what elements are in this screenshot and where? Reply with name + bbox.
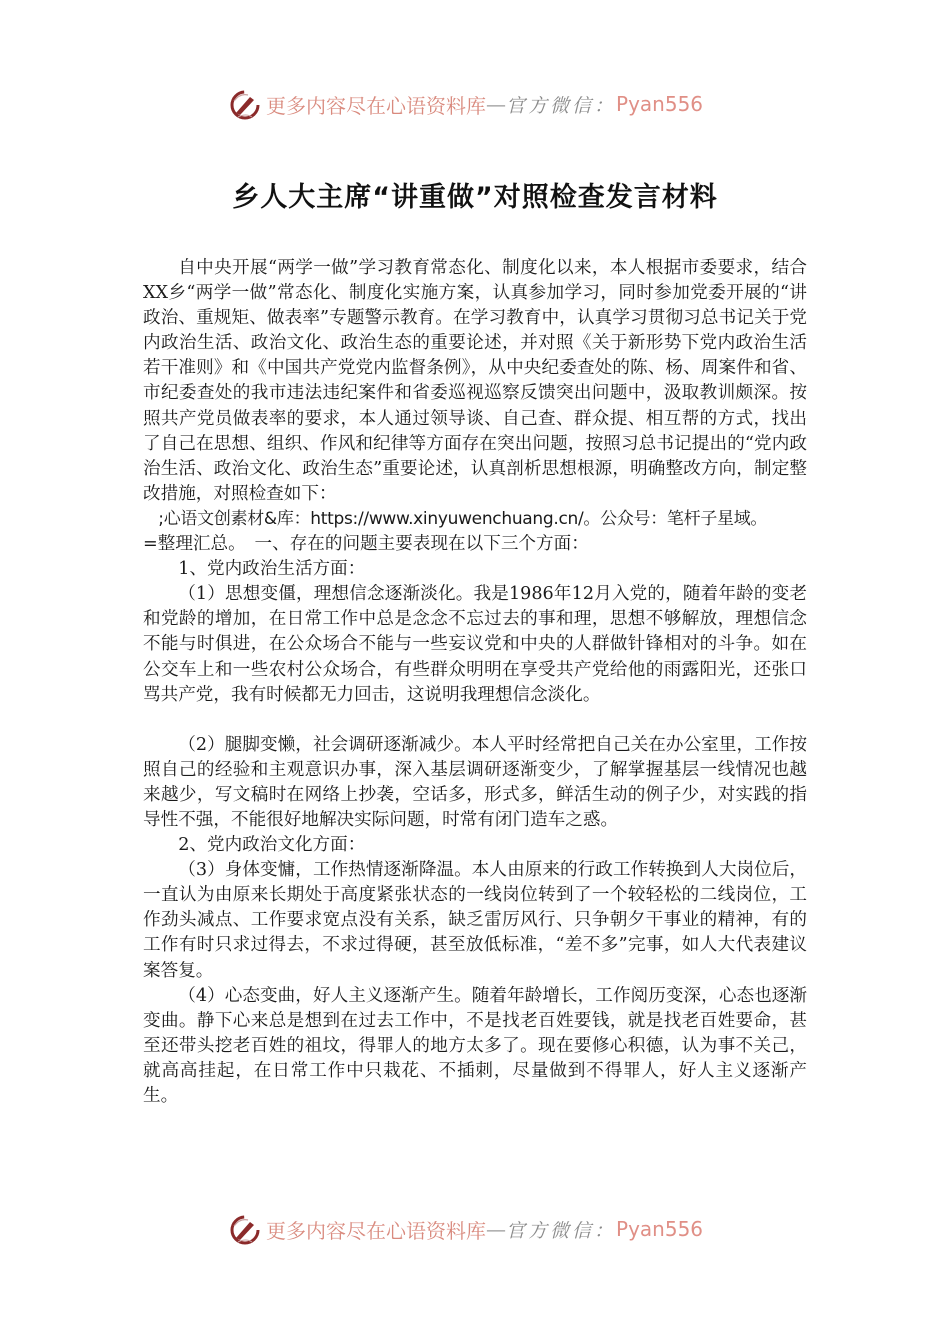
document-title: 乡人大主席“讲重做”对照检查发言材料 [232, 182, 718, 213]
footer-watermark-banner [228, 1212, 728, 1246]
section-heading-problems: =整理汇总。 一、存在的问题主要表现在以下三个方面： [143, 534, 589, 555]
header-watermark-banner [228, 87, 728, 121]
subsection-heading-political-life: 1、党内政治生活方面： [178, 559, 366, 580]
banner-main-text: 更多内容尽在心语资料库 [266, 1218, 486, 1243]
source-notice-line: ;心语文创素材&库：https://www.xinyuwenchuang.cn/。公众号：笔杆子星域。 [158, 508, 768, 529]
quill-pen-logo-icon [228, 87, 262, 121]
banner-wechat-label: 官方微信： [506, 1219, 617, 1242]
document-body [143, 256, 807, 1109]
banner-dash: — [486, 1217, 506, 1241]
banner-main-text: 更多内容尽在心语资料库 [266, 93, 486, 118]
item-paragraph-2: （2）腿脚变懒，社会调研逐渐减少。本人平时经常把自己关在办公室里，工作按照自己的经验和主观意识办事，深入基层调研逐渐变少，了解掌握基层一线情况也越来越少，写文稿时在网络上抄袭，空话多，形式多，鲜活生动的例子少，对实践的指导性不强，不能很好地解决实际问题，时常有闭门造车之惑。 [143, 734, 807, 830]
intro-paragraph: 自中央开展“两学一做”学习教育常态化、制度化以来，本人根据市委要求，结合XX乡“两学一做”常态化、制度化实施方案，认真参加学习，同时参加党委开展的“讲政治、重规矩、做表率”专题警示教育。在学习教育中，认真学习贯彻习总书记关于党内政治生活、政治文化、政治生态的重要论述，并对照《关于新形势下党内政治生活若干准则》和《中国共产党党内监督条例》，从中央纪委查处的陈、杨、周案件和省、市纪委查处的我市违法违纪案件和省委巡视巡察反馈突出问题中，汲取教训颇深。按照共产党员做表率的要求，本人通过领导谈、自己查、群众提、相互帮的方式，找出了自己在思想、组织、作风和纪律等方面存在突出问题，按照习总书记提出的“党内政治生活、政治文化、政治生态”重要论述，认真剖析思想根源，明确整改方向，制定整改措施，对照检查如下： [143, 258, 807, 504]
banner-wechat-label: 官方微信： [506, 94, 617, 117]
blank-line [143, 708, 807, 733]
banner-wechat-id: Pyan556 [616, 1217, 704, 1241]
item-paragraph-1: （1）思想变僵，理想信念逐渐淡化。我是1986年12月入党的，随着年龄的变老和党龄的增加，在日常工作中总是念念不忘过去的事和理，思想不够解放，理想信念不能与时俱进，在公众场合不能与一些妄议党和中央的人群做针锋相对的斗争。如在公交车上和一些农村公众场合，有些群众明明在享受共产党给他的雨露阳光，还张口骂共产党，我有时候都无力回击，这说明我理想信念淡化。 [143, 584, 807, 705]
banner-dash: — [486, 92, 506, 116]
subsection-heading-political-culture: 2、党内政治文化方面： [178, 835, 366, 856]
banner-wechat-id: Pyan556 [616, 92, 704, 116]
item-paragraph-4: （4）心态变曲，好人主义逐渐产生。随着年龄增长，工作阅历变深，心态也逐渐变曲。静下心来总是想到在过去工作中，不是找老百姓要钱，就是找老百姓要命，甚至还带头挖老百姓的祖坟，得罪人的地方太多了。现在要修心积德，认为事不关己，就高高挂起，在日常工作中只栽花、不插刺，尽量做到不得罪人，好人主义逐渐产生。 [143, 985, 807, 1106]
quill-pen-logo-icon [228, 1212, 262, 1246]
item-paragraph-3: （3）身体变慵，工作热情逐渐降温。本人由原来的行政工作转换到人大岗位后，一直认为由原来长期处于高度紧张状态的一线岗位转到了一个较轻松的二线岗位，工作劲头减点、工作要求宽点没有关系，缺乏雷厉风行、只争朝夕干事业的精神，有的工作有时只求过得去，不求过得硬，甚至放低标准，“差不多”完事，如人大代表建议案答复。 [143, 860, 807, 981]
